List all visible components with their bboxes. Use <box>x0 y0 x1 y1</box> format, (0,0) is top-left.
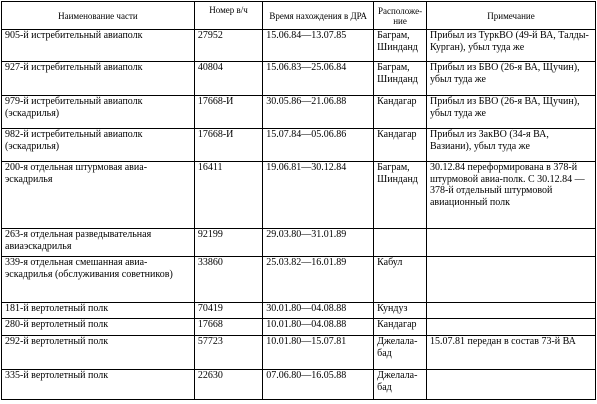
cell-location: Баграм, Шинданд <box>374 62 427 96</box>
cell-unit: 905-й истребительный авиаполк <box>2 30 195 62</box>
cell-note <box>426 303 595 319</box>
header-time: Время нахождения в ДРА <box>263 2 374 30</box>
cell-time: 15.07.84—05.06.86 <box>263 129 374 162</box>
table-row <box>2 229 596 257</box>
table-row <box>2 336 596 370</box>
cell-location: Баграм, Шинданд <box>374 30 427 62</box>
cell-time: 15.06.83—25.06.84 <box>263 62 374 96</box>
cell-unit: 280-й вертолетный полк <box>2 319 195 336</box>
cell-note <box>426 229 595 257</box>
cell-time: 25.03.82—16.01.89 <box>263 257 374 303</box>
cell-location: Кандагар <box>374 129 427 162</box>
cell-location: Джелала-бад <box>374 370 427 400</box>
header-note: Примечание <box>426 2 595 30</box>
cell-note: Прибыл из ЗакВО (34-я ВА, Вазиани), убыл туда же <box>426 129 595 162</box>
header-row <box>2 2 596 30</box>
header-location: Расположе-ние <box>374 2 427 30</box>
cell-location: Джелала-бад <box>374 336 427 370</box>
table-row <box>2 319 596 336</box>
table-row <box>2 303 596 319</box>
cell-number: 27952 <box>194 30 262 62</box>
cell-unit: 335-й вертолетный полк <box>2 370 195 400</box>
table-body <box>2 30 596 400</box>
table-row <box>2 162 596 229</box>
cell-note <box>426 370 595 400</box>
cell-unit: 181-й вертолетный полк <box>2 303 195 319</box>
cell-number: 17668 <box>194 319 262 336</box>
cell-unit: 200-я отдельная штурмовая авиа-эскадрилья <box>2 162 195 229</box>
cell-number: 33860 <box>194 257 262 303</box>
cell-note <box>426 319 595 336</box>
cell-unit: 982-й истребительный авиаполк (эскадрилья) <box>2 129 195 162</box>
table-header <box>2 2 596 30</box>
cell-note: Прибыл из ТуркВО (49-й ВА, Талды-Курган), убыл туда же <box>426 30 595 62</box>
cell-number: 17668-И <box>194 96 262 129</box>
cell-number: 17668-И <box>194 129 262 162</box>
cell-time: 19.06.81—30.12.84 <box>263 162 374 229</box>
cell-location: Кабул <box>374 257 427 303</box>
cell-unit: 927-й истребительный авиаполк <box>2 62 195 96</box>
table-row <box>2 257 596 303</box>
cell-number: 70419 <box>194 303 262 319</box>
cell-unit: 979-й истребительный авиаполк (эскадрилья) <box>2 96 195 129</box>
table-row <box>2 370 596 400</box>
cell-time: 10.01.80—04.08.88 <box>263 319 374 336</box>
cell-number: 57723 <box>194 336 262 370</box>
cell-location: Кундуз <box>374 303 427 319</box>
cell-note: 15.07.81 передан в состав 73-й ВА <box>426 336 595 370</box>
cell-number: 92199 <box>194 229 262 257</box>
cell-time: 10.01.80—15.07.81 <box>263 336 374 370</box>
cell-location: Кандагар <box>374 319 427 336</box>
cell-note: Прибыл из БВО (26-я ВА, Щучин), убыл туда же <box>426 96 595 129</box>
cell-location <box>374 229 427 257</box>
cell-note: Прибыл из БВО (26-я ВА, Щучин), убыл туда же <box>426 62 595 96</box>
cell-note <box>426 257 595 303</box>
table-row <box>2 129 596 162</box>
cell-time: 07.06.80—16.05.88 <box>263 370 374 400</box>
table-row <box>2 62 596 96</box>
header-unit: Наименование части <box>2 2 195 30</box>
cell-number: 22630 <box>194 370 262 400</box>
cell-number: 40804 <box>194 62 262 96</box>
table-row <box>2 96 596 129</box>
cell-unit: 292-й вертолетный полк <box>2 336 195 370</box>
cell-time: 30.05.86—21.06.88 <box>263 96 374 129</box>
units-table <box>1 1 596 400</box>
cell-location: Баграм, Шинданд <box>374 162 427 229</box>
cell-time: 30.01.80—04.08.88 <box>263 303 374 319</box>
cell-note: 30.12.84 переформирована в 378-й штурмовой авиа-полк. С 30.12.84 — 378-й отдельный штурмовой авиационный полк <box>426 162 595 229</box>
table-row <box>2 30 596 62</box>
cell-number: 16411 <box>194 162 262 229</box>
cell-time: 15.06.84—13.07.85 <box>263 30 374 62</box>
cell-time: 29.03.80—31.01.89 <box>263 229 374 257</box>
cell-unit: 263-я отдельная разведывательная авиаэскадрилья <box>2 229 195 257</box>
cell-location: Кандагар <box>374 96 427 129</box>
header-number: Номер в/ч <box>194 2 262 30</box>
cell-unit: 339-я отдельная смешанная авиа-эскадрилья (обслуживания советников) <box>2 257 195 303</box>
